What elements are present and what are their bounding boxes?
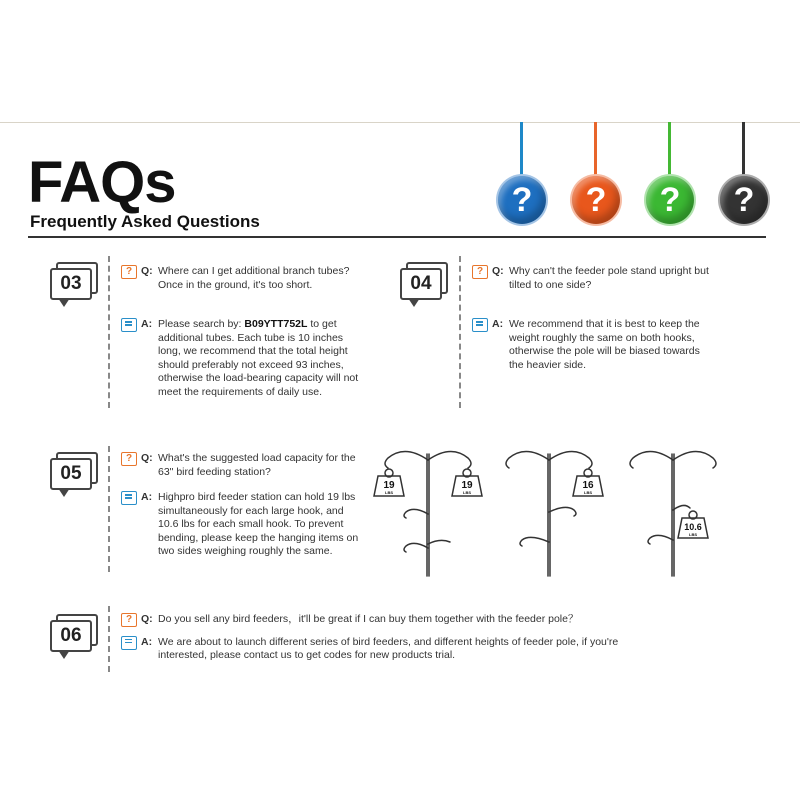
faq-question [121, 265, 361, 292]
answer-text: We recommend that it is best to keep the weight roughly the same on both hooks, otherwise the pole will be biased towards the heavier side. [509, 318, 700, 371]
question-ornament-black [718, 122, 770, 226]
page-subtitle: Frequently Asked Questions [30, 212, 260, 231]
chat-bubble-icon [121, 318, 137, 332]
faq-item-06 [121, 613, 661, 663]
feeder-pole-illustration [370, 446, 750, 578]
dashed-divider [108, 606, 110, 672]
faq-number-badge [50, 262, 100, 310]
question-box-icon: ? [121, 265, 137, 279]
question-mark-icon: ? [644, 174, 696, 226]
question-text: Where can I get additional branch tubes? Once in the ground, it's too short. [158, 265, 350, 291]
faq-number: 04 [400, 268, 442, 300]
faq-question [472, 265, 712, 292]
question-tag: Q: [141, 613, 153, 625]
question-ornament-green [644, 122, 696, 226]
ornament-string [594, 122, 597, 178]
answer-text: Highpro bird feeder station can hold 19 lbs simultaneously for each large hook, and 10.6 lbs for each small hook. To prevent bending, please keep the hanging items on two sides weighing roughly the same. [158, 491, 359, 557]
weight-label: 10.6 [684, 522, 702, 532]
answer-text: Please search by: B09YTT752L to get additional tubes. Each tube is 10 inches long, we recommend that the total height should preferably not exceed 93 inches, otherwise the load-bearing capacity will not meet the requirements of daily use. [158, 318, 359, 398]
answer-tag: A: [141, 491, 153, 503]
weight-label: 19 [383, 480, 395, 491]
feeder-pole-2 [506, 451, 592, 576]
faq-question [121, 613, 661, 627]
chat-bubble-icon [121, 636, 137, 650]
weight-unit: LBS [689, 532, 697, 537]
faq-item-05 [121, 452, 361, 559]
question-mark-icon: ? [496, 174, 548, 226]
header-divider [28, 236, 766, 238]
dashed-divider [108, 256, 110, 408]
faq-item-03 [121, 265, 361, 399]
faq-answer [121, 318, 361, 399]
question-tag: Q: [141, 265, 153, 277]
faq-number-badge [400, 262, 450, 310]
faq-answer [121, 491, 361, 559]
question-tag: Q: [492, 265, 504, 277]
ornament-string [520, 122, 523, 178]
faq-answer [121, 636, 661, 663]
answer-text: We are about to launch different series of bird feeders, and different heights of feeder pole, if you're interested, please contact us to get codes for new products trial. [158, 635, 619, 661]
dashed-divider [459, 256, 461, 408]
question-mark-icon: ? [570, 174, 622, 226]
faq-question [121, 452, 361, 479]
question-text: Why can't the feeder pole stand upright but tilted to one side? [509, 265, 709, 291]
answer-tag: A: [141, 318, 153, 330]
question-text: What's the suggested load capacity for the 63" bird feeding station? [158, 452, 356, 478]
question-mark-icon: ? [718, 174, 770, 226]
faq-number-badge [50, 452, 100, 500]
question-ornament-blue [496, 122, 548, 226]
question-tag: Q: [141, 452, 153, 464]
weight-label: 19 [461, 480, 473, 491]
question-box-icon: ? [121, 613, 137, 627]
feeder-pole-3 [630, 451, 716, 576]
chat-bubble-icon [472, 318, 488, 332]
ornament-string [668, 122, 671, 178]
faq-number: 03 [50, 268, 92, 300]
faq-answer [472, 318, 712, 372]
weight-unit: LBS [385, 490, 393, 495]
answer-tag: A: [141, 635, 153, 648]
question-box-icon: ? [121, 452, 137, 466]
product-code: B09YTT752L [244, 318, 308, 330]
dashed-divider [108, 446, 110, 572]
faq-number: 05 [50, 458, 92, 490]
weight-unit: LBS [463, 490, 471, 495]
feeder-pole-1 [385, 451, 471, 576]
question-text: Do you sell any bird feeders，it'll be great if I can buy them together with the feeder pole？ [158, 613, 579, 625]
faq-number-badge [50, 614, 100, 662]
faq-number: 06 [50, 620, 92, 652]
ornament-string [742, 122, 745, 178]
chat-bubble-icon [121, 491, 137, 505]
weight-label: 16 [582, 480, 594, 491]
question-ornament-orange [570, 122, 622, 226]
question-box-icon: ? [472, 265, 488, 279]
page-title: FAQs [28, 150, 176, 215]
weight-unit: LBS [584, 490, 592, 495]
answer-tag: A: [492, 318, 504, 330]
faq-item-04 [472, 265, 712, 372]
